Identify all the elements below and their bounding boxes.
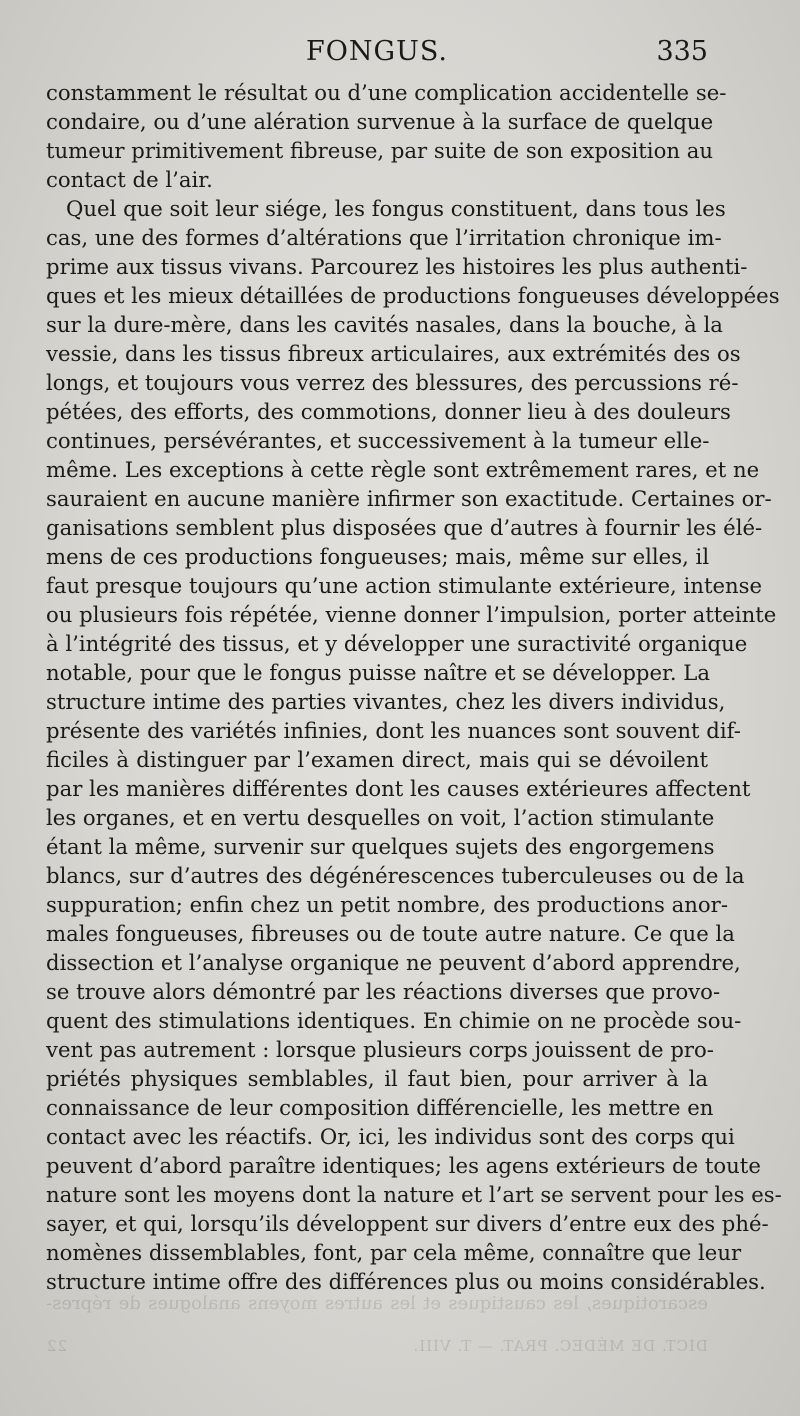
show-through-text [46, 1290, 708, 1360]
show-through-footer-right: 22 [46, 1337, 68, 1355]
show-through-footer-left: DICT. DE MÉDEC. PRAT. — T. VIII. [412, 1337, 708, 1355]
text-line: Quel que soit leur siége, les fongus constituent, dans tous les [66, 196, 726, 221]
text-line: par les manières différentes dont les causes extérieures affectent [46, 776, 751, 801]
text-line: ganisations semblent plus disposées que d’autres à fournir les élé- [46, 515, 763, 540]
text-line: même. Les exceptions à cette règle sont extrêmement rares, et ne [46, 457, 760, 482]
text-line: tumeur primitivement fibreuse, par suite de son exposition au [46, 138, 713, 163]
body-text [46, 78, 782, 1296]
text-line: faut presque toujours qu’une action stimulante extérieure, intense [46, 573, 763, 598]
text-line: présente des variétés infinies, dont les nuances sont souvent dif- [46, 718, 741, 743]
text-line: structure intime des parties vivantes, chez les divers individus, [46, 689, 726, 714]
text-line: notable, pour que le fongus puisse naître et se développer. La [46, 660, 711, 685]
text-line: longs, et toujours vous verrez des blessures, des percussions ré- [46, 370, 739, 395]
text-line: connaissance de leur composition différencielle, les mettre en [46, 1095, 714, 1120]
text-line: priétés physiques semblables, il faut bien, pour arriver à la [46, 1066, 708, 1091]
text-line: ques et les mieux détaillées de productions fongueuses développées [46, 283, 780, 308]
text-line: blancs, sur d’autres des dégénérescences tuberculeuses ou de la [46, 863, 745, 888]
text-line: contact de l’air. [46, 167, 213, 192]
show-through-line: escarotiques, les caustiques et les autres moyens analogues de répres- [46, 1293, 708, 1314]
text-line: ficiles à distinguer par l’examen direct, mais qui se dévoilent [46, 747, 708, 772]
text-line: mens de ces productions fongueuses; mais, même sur elles, il [46, 544, 710, 569]
text-line: les organes, et en vertu desquelles on voit, l’action stimulante [46, 805, 715, 830]
text-line: contact avec les réactifs. Or, ici, les individus sont des corps qui [46, 1124, 735, 1149]
running-title: FONGUS. [306, 36, 448, 67]
text-line: prime aux tissus vivans. Parcourez les histoires les plus authenti- [46, 254, 748, 279]
text-line: quent des stimulations identiques. En chimie on ne procède sou- [46, 1008, 742, 1033]
text-line: ou plusieurs fois répétée, vienne donner l’impulsion, porter atteinte [46, 602, 777, 627]
text-line: structure intime offre des différences plus ou moins considérables. [46, 1269, 766, 1294]
text-line: continues, persévérantes, et successivement à la tumeur elle- [46, 428, 710, 453]
page-header [46, 36, 708, 76]
show-through-footer [46, 1332, 708, 1360]
text-line: nature sont les moyens dont la nature et l’art se servent pour les es- [46, 1182, 782, 1207]
text-line: sur la dure-mère, dans les cavités nasales, dans la bouche, à la [46, 312, 723, 337]
page-number: 335 [656, 36, 708, 67]
text-line: constamment le résultat ou d’une complication accidentelle se- [46, 80, 727, 105]
text-line: étant la même, survenir sur quelques sujets des engorgemens [46, 834, 715, 859]
text-line: pétées, des efforts, des commotions, donner lieu à des douleurs [46, 399, 731, 424]
text-line: dissection et l’analyse organique ne peuvent d’abord apprendre, [46, 950, 741, 975]
text-line: à l’intégrité des tissus, et y développer une suractivité organique [46, 631, 748, 656]
text-line: se trouve alors démontré par les réactions diverses que provo- [46, 979, 721, 1004]
text-line: vessie, dans les tissus fibreux articulaires, aux extrémités des os [46, 341, 741, 366]
text-line: cas, une des formes d’altérations que l’irritation chronique im- [46, 225, 722, 250]
text-line: nomènes dissemblables, font, par cela même, connaître que leur [46, 1240, 742, 1265]
text-line: sauraient en aucune manière infirmer son exactitude. Certaines or- [46, 486, 772, 511]
text-line: males fongueuses, fibreuses ou de toute autre nature. Ce que la [46, 921, 735, 946]
text-line: condaire, ou d’une alération survenue à la surface de quelque [46, 109, 714, 134]
text-line: peuvent d’abord paraître identiques; les agens extérieurs de toute [46, 1153, 761, 1178]
text-line: sayer, et qui, lorsqu’ils développent sur divers d’entre eux des phé- [46, 1211, 769, 1236]
text-line: vent pas autrement : lorsque plusieurs corps jouissent de pro- [46, 1037, 714, 1062]
text-line: suppuration; enfin chez un petit nombre, des productions anor- [46, 892, 728, 917]
